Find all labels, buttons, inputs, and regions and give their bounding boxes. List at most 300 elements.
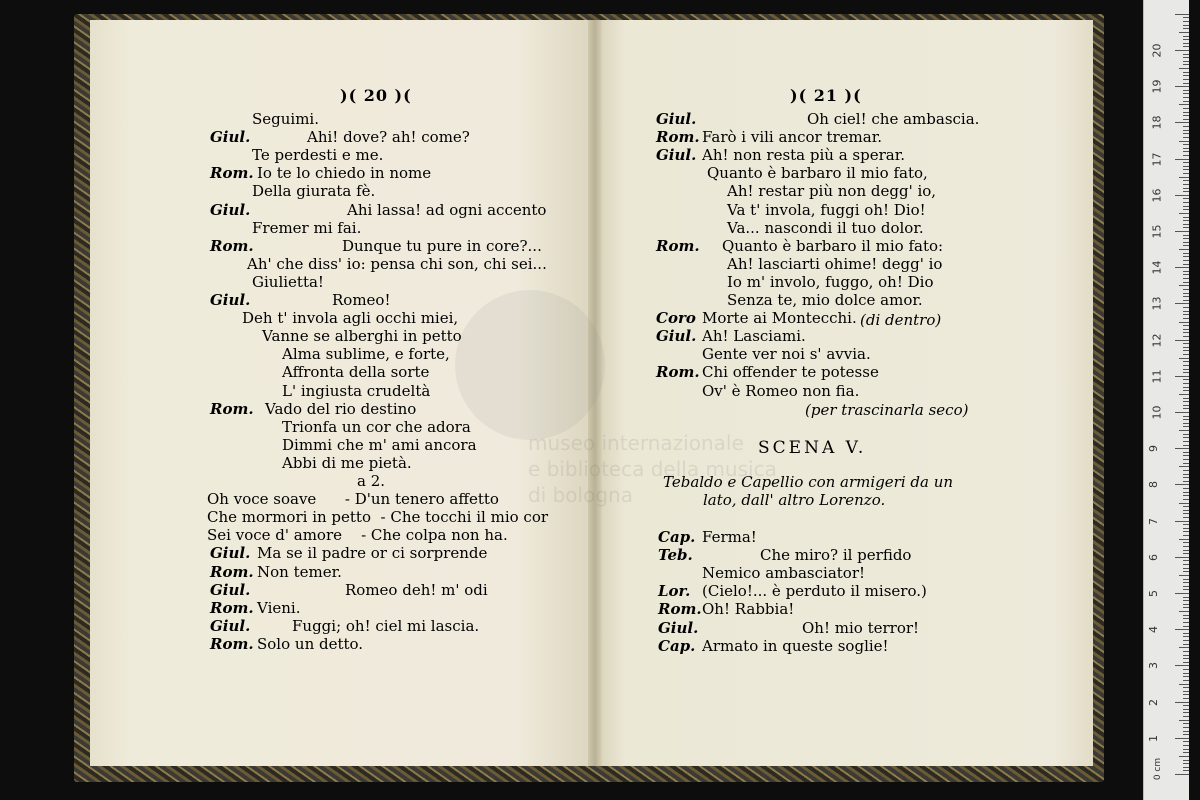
ruler-tick	[1183, 238, 1189, 239]
ruler-tick	[1183, 162, 1189, 163]
ruler-tick	[1183, 83, 1189, 84]
verse-line: Ah! Lasciami.	[702, 327, 806, 346]
ruler-tick	[1183, 752, 1189, 753]
ruler-tick	[1183, 191, 1189, 192]
ruler-tick	[1183, 253, 1189, 254]
ruler-tick	[1175, 738, 1189, 739]
stage-direction-trascinarla: (per trascinarla seco)	[805, 401, 969, 419]
ruler-tick	[1183, 21, 1189, 22]
ruler-tick	[1183, 347, 1189, 348]
verse-line: Alma sublime, e forte,	[282, 345, 450, 364]
verse-line: (Cielo!... è perduto il misero.)	[702, 582, 927, 601]
ruler-tick	[1183, 712, 1189, 713]
ruler-tick	[1183, 307, 1189, 308]
verse-line: Giulietta!	[252, 272, 324, 291]
verse-line: Ahi! dove? ah! come?	[307, 128, 470, 147]
ruler-tick	[1183, 691, 1189, 692]
verse-line: Della giurata fè.	[252, 182, 376, 201]
measuring-ruler	[1143, 0, 1189, 800]
ruler-tick	[1183, 568, 1189, 569]
ruler-tick	[1183, 220, 1189, 221]
ruler-tick	[1183, 329, 1189, 330]
ruler-tick	[1183, 604, 1189, 605]
ruler-tick	[1179, 394, 1189, 395]
verse-line: Ferma!	[702, 528, 757, 546]
verse-line: Va... nascondi il tuo dolor.	[727, 218, 924, 237]
speaker-label: Rom.	[658, 600, 702, 619]
speaker-label: Giul.	[656, 110, 697, 128]
verse-line: Ah! lasciarti ohime! degg' io	[727, 254, 943, 273]
ruler-tick	[1179, 430, 1189, 431]
ruler-tick	[1183, 651, 1189, 652]
verse-line: Io te lo chiedo in nome	[257, 164, 432, 183]
ruler-tick	[1183, 770, 1189, 771]
left-page-number: )( 20 )(	[340, 86, 412, 105]
ruler-number: 19	[1150, 79, 1164, 94]
ruler-tick	[1183, 75, 1189, 76]
ruler-tick	[1183, 582, 1189, 583]
ruler-tick	[1183, 405, 1189, 406]
ruler-tick	[1183, 658, 1189, 659]
ruler-tick	[1183, 542, 1189, 543]
ruler-number: 13	[1150, 296, 1164, 311]
ruler-tick	[1183, 101, 1189, 102]
ruler-tick	[1175, 14, 1189, 15]
verse-line: Ahi lassa! ad ogni accento	[347, 200, 547, 219]
verse-line: Farò i vili ancor tremar.	[702, 128, 883, 147]
verse-line: Solo un detto.	[257, 634, 364, 653]
ruler-tick	[1183, 408, 1189, 409]
ruler-tick	[1183, 745, 1189, 746]
ruler-tick	[1183, 57, 1189, 58]
ruler-number: 8	[1147, 481, 1160, 489]
ruler-tick	[1183, 437, 1189, 438]
ruler-tick	[1183, 365, 1189, 366]
ruler-tick	[1183, 398, 1189, 399]
speaker-label: Giul.	[210, 580, 251, 599]
verse-line: Trionfa un cor che adora	[282, 417, 471, 436]
ruler-tick	[1183, 499, 1189, 500]
ruler-tick	[1183, 474, 1189, 475]
ruler-tick	[1183, 452, 1189, 453]
verse-line: Vieni.	[257, 598, 301, 617]
verse-line: Armato in queste soglie!	[702, 636, 889, 655]
ruler-tick	[1183, 390, 1189, 391]
ruler-tick	[1183, 79, 1189, 80]
ruler-tick	[1183, 90, 1189, 91]
ruler-tick	[1183, 618, 1189, 619]
ruler-tick	[1175, 412, 1189, 413]
ruler-tick	[1183, 93, 1189, 94]
ruler-number: 14	[1150, 260, 1164, 275]
right-page-number: )( 21 )(	[790, 86, 862, 105]
ruler-tick	[1179, 575, 1189, 576]
ruler-tick	[1183, 763, 1189, 764]
ruler-tick	[1183, 709, 1189, 710]
speaker-label: Rom.	[656, 363, 700, 382]
ruler-tick	[1183, 524, 1189, 525]
ruler-tick	[1183, 130, 1189, 131]
ruler-tick	[1183, 662, 1189, 663]
ruler-tick	[1183, 148, 1189, 149]
ruler-number: 5	[1147, 590, 1160, 597]
ruler-tick	[1183, 119, 1189, 120]
ruler-tick	[1183, 278, 1189, 279]
ruler-number: 4	[1147, 626, 1160, 634]
ruler-tick	[1175, 50, 1189, 51]
ruler-unit: 0 cm	[1153, 757, 1164, 781]
ruler-tick	[1183, 633, 1189, 634]
ruler-tick	[1183, 669, 1189, 670]
speaker-label: Rom.	[656, 236, 700, 255]
ruler-tick	[1183, 151, 1189, 152]
speaker-label: Rom.	[210, 598, 254, 617]
ruler-tick	[1179, 104, 1189, 105]
speaker-label: Giul.	[656, 146, 697, 165]
watermark-line-1: museo internazionale	[528, 431, 744, 455]
ruler-tick	[1175, 267, 1189, 268]
ruler-tick	[1183, 61, 1189, 62]
speaker-label: Cap.	[658, 528, 696, 546]
speaker-label: Giul.	[210, 128, 251, 147]
ruler-tick	[1183, 173, 1189, 174]
ruler-tick	[1183, 571, 1189, 572]
ruler-tick	[1183, 586, 1189, 587]
ruler-tick	[1179, 32, 1189, 33]
ruler-tick	[1183, 126, 1189, 127]
ruler-tick	[1183, 198, 1189, 199]
ruler-tick	[1183, 36, 1189, 37]
speaker-label: Giul.	[658, 618, 699, 637]
ruler-tick	[1183, 350, 1189, 351]
ruler-tick	[1183, 589, 1189, 590]
ruler-tick	[1183, 506, 1189, 507]
verse-line: Quanto è barbaro il mio fato,	[707, 164, 928, 183]
verse-line: Nemico ambasciator!	[702, 564, 866, 583]
ruler-tick	[1183, 636, 1189, 637]
ruler-tick	[1183, 46, 1189, 47]
watermark-line-2: e biblioteca della musica	[528, 457, 777, 481]
ruler-tick	[1183, 597, 1189, 598]
verse-line: Non temer.	[257, 562, 342, 581]
ruler-number: 18	[1150, 115, 1164, 130]
verse-line: Che mormori in petto - Che tocchi il mio cor	[207, 508, 549, 527]
ruler-tick	[1183, 426, 1189, 427]
ruler-tick	[1183, 97, 1189, 98]
verse-line: Chi offender te potesse	[702, 363, 879, 382]
ruler-tick	[1183, 169, 1189, 170]
verse-line: Affronta della sorte	[282, 363, 430, 382]
verse-line: a 2.	[357, 472, 386, 490]
ruler-tick	[1179, 647, 1189, 648]
speaker-label: Rom.	[656, 128, 700, 147]
ruler-tick	[1183, 455, 1189, 456]
ruler-tick	[1183, 600, 1189, 601]
speaker-label: Rom.	[210, 399, 254, 418]
speaker-label: Coro	[656, 309, 696, 328]
ruler-tick	[1179, 611, 1189, 612]
ruler-tick	[1183, 314, 1189, 315]
ruler-tick	[1183, 579, 1189, 580]
ruler-tick	[1183, 676, 1189, 677]
ruler-tick	[1183, 655, 1189, 656]
ruler-tick	[1183, 528, 1189, 529]
speaker-label: Rom.	[210, 634, 254, 653]
ruler-tick	[1175, 557, 1189, 558]
ruler-tick	[1183, 535, 1189, 536]
ruler-tick	[1183, 459, 1189, 460]
verse-line: Deh t' invola agli occhi miei,	[242, 309, 459, 328]
ruler-number: 15	[1150, 224, 1164, 239]
verse-line: Ov' è Romeo non fia.	[702, 381, 860, 400]
verse-line: Dunque tu pure in core?...	[342, 236, 542, 255]
ruler-tick	[1183, 731, 1189, 732]
verse-line: Oh voce soave - D'un tenero affetto	[207, 490, 499, 509]
ruler-tick	[1183, 481, 1189, 482]
ruler-tick	[1183, 260, 1189, 261]
ruler-tick	[1175, 484, 1189, 485]
ruler-tick	[1175, 231, 1189, 232]
verse-line: Romeo!	[332, 291, 391, 309]
speaker-label: Rom.	[210, 236, 254, 255]
ruler-tick	[1183, 217, 1189, 218]
ruler-tick	[1183, 379, 1189, 380]
ruler-tick	[1183, 477, 1189, 478]
ruler-tick	[1183, 741, 1189, 742]
ruler-tick	[1179, 177, 1189, 178]
ruler-number: 3	[1147, 662, 1160, 670]
ruler-tick	[1175, 774, 1189, 775]
ruler-tick	[1183, 607, 1189, 608]
verse-line: Ah' che diss' io: pensa chi son, chi sei...	[247, 254, 547, 273]
ruler-tick	[1183, 372, 1189, 373]
ruler-tick	[1183, 202, 1189, 203]
ruler-tick	[1183, 332, 1189, 333]
speaker-label: Giul.	[210, 200, 251, 219]
ruler-tick	[1175, 159, 1189, 160]
ruler-tick	[1183, 17, 1189, 18]
ruler-tick	[1179, 322, 1189, 323]
ruler-tick	[1183, 445, 1189, 446]
ruler-tick	[1183, 39, 1189, 40]
ruler-tick	[1183, 369, 1189, 370]
ruler-tick	[1183, 419, 1189, 420]
verse-line: Oh! mio terror!	[802, 618, 920, 637]
ruler-tick	[1183, 673, 1189, 674]
ruler-tick	[1183, 133, 1189, 134]
ruler-tick	[1175, 629, 1189, 630]
ruler-tick	[1183, 64, 1189, 65]
scene-title: SCENA V.	[758, 438, 867, 458]
ruler-tick	[1183, 615, 1189, 616]
ruler-number: 10	[1150, 405, 1164, 420]
ruler-tick	[1183, 311, 1189, 312]
ruler-tick	[1183, 224, 1189, 225]
ruler-number: 12	[1150, 333, 1164, 348]
ruler-number: 16	[1150, 188, 1164, 203]
ruler-tick	[1183, 513, 1189, 514]
ruler-tick	[1183, 325, 1189, 326]
ruler-tick	[1183, 28, 1189, 29]
speaker-label: Giul.	[210, 544, 251, 563]
ruler-tick	[1179, 213, 1189, 214]
ruler-number: 9	[1147, 445, 1160, 453]
verse-line: Morte ai Montecchi.	[702, 309, 857, 328]
ruler-tick	[1183, 300, 1189, 301]
verse-line: L' ingiusta crudeltà	[282, 381, 431, 400]
ruler-tick	[1175, 593, 1189, 594]
ruler-tick	[1183, 734, 1189, 735]
ruler-tick	[1183, 716, 1189, 717]
ruler-tick	[1183, 43, 1189, 44]
ruler-tick	[1179, 466, 1189, 467]
verse-line: Quanto è barbaro il mio fato:	[722, 236, 944, 255]
ruler-tick	[1179, 358, 1189, 359]
ruler-tick	[1183, 553, 1189, 554]
ruler-tick	[1183, 622, 1189, 623]
verse-line: Ah! restar più non degg' io,	[727, 182, 937, 201]
ruler-number: 6	[1147, 553, 1160, 561]
ruler-tick	[1183, 318, 1189, 319]
verse-line: Vanne se alberghi in petto	[262, 327, 462, 346]
ruler-tick	[1175, 376, 1189, 377]
ruler-tick	[1183, 54, 1189, 55]
ruler-tick	[1183, 343, 1189, 344]
ruler-tick	[1183, 155, 1189, 156]
ruler-tick	[1175, 448, 1189, 449]
verse-line: Ma se il padre or ci sorprende	[257, 544, 488, 563]
ruler-tick	[1179, 503, 1189, 504]
verse-line: Fuggi; oh! ciel mi lascia.	[292, 616, 480, 635]
ruler-number: 7	[1147, 517, 1160, 525]
ruler-tick	[1183, 256, 1189, 257]
ruler-tick	[1183, 387, 1189, 388]
ruler-tick	[1183, 274, 1189, 275]
ruler-tick	[1183, 749, 1189, 750]
ruler-tick	[1179, 720, 1189, 721]
speaker-label: Lor.	[658, 582, 691, 601]
ruler-tick	[1183, 401, 1189, 402]
ruler-tick	[1183, 531, 1189, 532]
ruler-tick	[1183, 336, 1189, 337]
verse-line: Fremer mi fai.	[252, 218, 362, 237]
speaker-label: Giul.	[210, 616, 251, 635]
ruler-tick	[1179, 285, 1189, 286]
ruler-tick	[1179, 249, 1189, 250]
ruler-tick	[1183, 245, 1189, 246]
speaker-label: Rom.	[210, 562, 254, 581]
ruler-tick	[1183, 289, 1189, 290]
ruler-tick	[1179, 756, 1189, 757]
ruler-tick	[1183, 727, 1189, 728]
verse-line: Ah! non resta più a sperar.	[702, 146, 906, 165]
ruler-tick	[1175, 340, 1189, 341]
ruler-tick	[1183, 264, 1189, 265]
ruler-tick	[1183, 644, 1189, 645]
ruler-tick	[1183, 108, 1189, 109]
ruler-tick	[1183, 361, 1189, 362]
ruler-tick	[1183, 184, 1189, 185]
ruler-tick	[1183, 282, 1189, 283]
ruler-tick	[1183, 510, 1189, 511]
scene-description-line-1: Tebaldo e Capellio con armigeri da un	[663, 473, 954, 491]
verse-line: Abbi di me pietà.	[282, 453, 412, 472]
ruler-tick	[1183, 492, 1189, 493]
speaker-label: Giul.	[210, 291, 251, 309]
verse-line: Oh ciel! che ambascia.	[807, 110, 980, 128]
ruler-tick	[1183, 180, 1189, 181]
ruler-tick	[1183, 694, 1189, 695]
verse-line: Io m' involo, fuggo, oh! Dio	[727, 272, 934, 291]
verse-line: Te perdesti e me.	[252, 146, 384, 165]
ruler-tick	[1183, 271, 1189, 272]
ruler-tick	[1183, 680, 1189, 681]
ruler-tick	[1183, 72, 1189, 73]
ruler-tick	[1183, 188, 1189, 189]
ruler-tick	[1175, 303, 1189, 304]
ruler-tick	[1183, 235, 1189, 236]
ruler-tick	[1175, 195, 1189, 196]
ruler-tick	[1183, 723, 1189, 724]
ruler-tick	[1183, 242, 1189, 243]
verse-line: Romeo deh! m' odi	[345, 580, 488, 599]
ruler-tick	[1183, 546, 1189, 547]
ruler-tick	[1175, 702, 1189, 703]
ruler-tick	[1183, 137, 1189, 138]
ruler-tick	[1183, 564, 1189, 565]
ruler-tick	[1183, 416, 1189, 417]
speaker-label: Giul.	[656, 327, 697, 346]
ruler-number: 17	[1150, 152, 1164, 167]
ruler-tick	[1183, 560, 1189, 561]
ruler-number: 1	[1147, 734, 1160, 742]
ruler-tick	[1183, 463, 1189, 464]
ruler-tick	[1183, 227, 1189, 228]
ruler-tick	[1175, 665, 1189, 666]
verse-line: Che miro? il perfido	[760, 546, 912, 565]
verse-line: Gente ver noi s' avvia.	[702, 345, 871, 364]
speaker-label: Cap.	[658, 636, 696, 655]
ruler-tick	[1179, 68, 1189, 69]
ruler-tick	[1183, 166, 1189, 167]
watermark-line-3: di bologna	[528, 483, 633, 507]
scene-description-line-2: lato, dall' altro Lorenzo.	[703, 491, 886, 509]
ruler-tick	[1183, 495, 1189, 496]
ruler-tick	[1183, 687, 1189, 688]
ruler-tick	[1175, 521, 1189, 522]
ruler-tick	[1183, 383, 1189, 384]
ruler-tick	[1183, 767, 1189, 768]
ruler-tick	[1183, 115, 1189, 116]
ruler-tick	[1183, 760, 1189, 761]
ruler-tick	[1183, 434, 1189, 435]
stage-direction-di-dentro: (di dentro)	[860, 311, 942, 329]
verse-line: Vado del rio destino	[265, 399, 417, 418]
ruler-tick	[1183, 640, 1189, 641]
ruler-tick	[1183, 626, 1189, 627]
ruler-number: 2	[1147, 698, 1160, 706]
verse-line: Seguimi.	[252, 110, 320, 128]
speaker-label: Teb.	[658, 546, 693, 565]
ruler-tick	[1183, 25, 1189, 26]
ruler-tick	[1179, 141, 1189, 142]
ruler-tick	[1183, 698, 1189, 699]
ruler-tick	[1183, 209, 1189, 210]
verse-line: Sei voce d' amore - Che colpa non ha.	[207, 526, 508, 545]
ruler-tick	[1179, 539, 1189, 540]
watermark-logo	[455, 290, 605, 440]
ruler-tick	[1183, 354, 1189, 355]
